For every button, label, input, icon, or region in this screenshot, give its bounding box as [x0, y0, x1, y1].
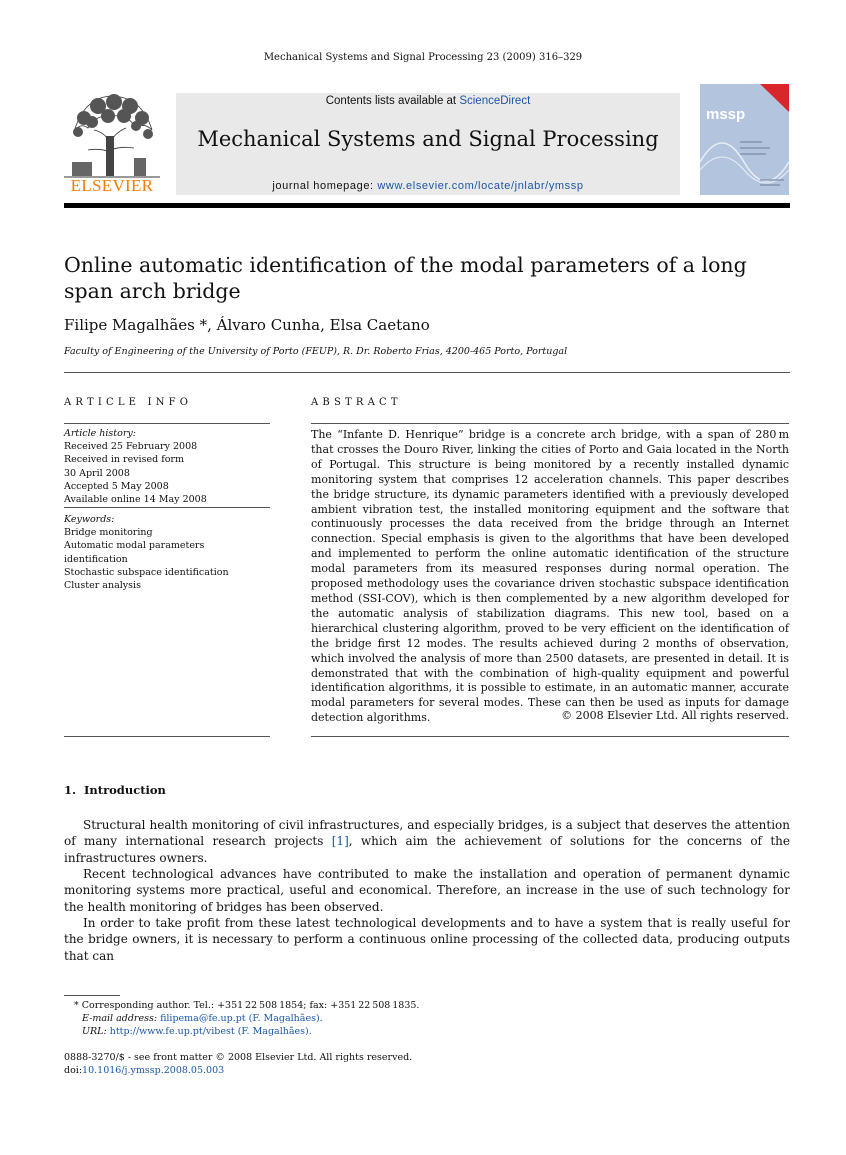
- history-line: Accepted 5 May 2008: [64, 480, 169, 492]
- url-label: URL:: [82, 1026, 107, 1037]
- abstract-copyright: © 2008 Elsevier Ltd. All rights reserved.: [561, 709, 789, 722]
- footnote-rule: [64, 995, 120, 996]
- citation-link[interactable]: [1]: [331, 834, 349, 849]
- section-number: 1.: [64, 783, 77, 797]
- url-footnote: [82, 1025, 312, 1038]
- keyword-item: Automatic modal parameters identification: [64, 540, 205, 565]
- email-label: E-mail address:: [82, 1013, 158, 1024]
- doi-prefix: doi:: [64, 1065, 83, 1076]
- homepage-link[interactable]: www.elsevier.com/locate/jnlabr/ymssp: [377, 180, 584, 192]
- keywords-label: Keywords:: [64, 514, 115, 525]
- issn-line: 0888-3270/$ - see front matter © 2008 Elsevier Ltd. All rights reserved.: [64, 1052, 413, 1063]
- history-line: Received in revised form: [64, 454, 184, 466]
- paragraph: Recent technological advances have contributed to make the installation and operation of permanent dynamic monitoring systems more practical, useful and economical. Therefore, an increase in the use of such technology for the health monitoring of bridges has been observed.: [64, 867, 790, 914]
- doi-line: [64, 1064, 224, 1077]
- history-line: Available online 14 May 2008: [64, 494, 207, 506]
- homepage-line: [176, 180, 680, 192]
- journal-title: Mechanical Systems and Signal Processing: [197, 127, 659, 151]
- article-history: [64, 427, 270, 506]
- abstract-bottom-rule: [311, 736, 789, 737]
- journal-cover[interactable]: [700, 84, 789, 195]
- cover-art-icon: [700, 84, 789, 195]
- section-title: Introduction: [84, 783, 166, 797]
- contents-line: [176, 95, 680, 107]
- elsevier-logo[interactable]: [64, 92, 160, 198]
- sciencedirect-link[interactable]: ScienceDirect: [459, 95, 531, 107]
- history-line: 30 April 2008: [64, 467, 130, 479]
- email-footnote: [82, 1012, 323, 1025]
- info-top-rule: [64, 423, 270, 424]
- paragraph: In order to take profit from these latest technological developments and to have a system that is really useful for the bridge owners, it is necessary to perform a continuous online processing of the collected data, producing outputs that can: [64, 916, 790, 963]
- keyword-item: Cluster analysis: [64, 580, 141, 592]
- homepage-prefix: journal homepage:: [272, 180, 374, 192]
- keyword-item: Stochastic subspace identification: [64, 566, 229, 578]
- contents-prefix: Contents lists available at: [325, 95, 457, 107]
- cover-word: mssp: [706, 106, 746, 123]
- paragraph-text: , which aim the achievement of solutions for the concerns of the infrastructures owners.: [64, 834, 790, 865]
- journal-banner: [176, 93, 680, 195]
- elsevier-tree-icon: [64, 92, 160, 178]
- email-link[interactable]: filipema@fe.up.pt (F. Magalhães).: [160, 1013, 323, 1024]
- abstract-top-rule: [311, 423, 789, 424]
- corresponding-footnote: * Corresponding author. Tel.: +351 22 508 1854; fax: +351 22 508 1835.: [74, 1000, 420, 1011]
- paragraph: [64, 817, 790, 866]
- keywords: [64, 513, 270, 592]
- header-rule: [64, 203, 790, 208]
- doi-link[interactable]: 10.1016/j.ymssp.2008.05.003: [82, 1065, 225, 1076]
- section-heading: [64, 783, 166, 797]
- title-rule: [64, 372, 790, 373]
- article-info-label: ARTICLE INFO: [64, 397, 193, 408]
- history-label: Article history:: [64, 428, 136, 439]
- article-title: Online automatic identification of the modal parameters of a long span arch bridge: [64, 253, 747, 303]
- history-rule: [64, 507, 270, 508]
- affiliation: Faculty of Engineering of the University of Porto (FEUP), R. Dr. Roberto Frias, 4200-465 Porto, Portugal: [64, 346, 568, 357]
- abstract-label: ABSTRACT: [311, 397, 402, 408]
- keyword-item: Bridge monitoring: [64, 527, 153, 539]
- paragraph-text: Structural health monitoring of civil infrastructures, and especially bridges, is a subject that deserves the attention of many international research projects: [64, 818, 790, 849]
- info-bottom-rule: [64, 736, 270, 737]
- authors: Filipe Magalhães *, Álvaro Cunha, Elsa Caetano: [64, 316, 430, 334]
- history-line: Received 25 February 2008: [64, 441, 198, 453]
- url-link[interactable]: http://www.fe.up.pt/vibest (F. Magalhães).: [109, 1026, 312, 1037]
- abstract-text: The “Infante D. Henrique” bridge is a concrete arch bridge, with a span of 280 m that crosses the Douro River, linking the cities of Porto and Gaia located in the North of Portugal. This structure is being monitored by a recently installed dynamic monitoring system that comprises 12 acceleration channels. This paper describes the bridge structure, its dynamic parameters identified with a previously developed ambient vibration test, the installed monitoring equipment and the software that continuously processes the data received from the bridge through an Internet connection. Special emphasis is given to the algorithms that have been developed and implemented to perform the online automatic identification of the structure modal parameters from its measured responses during normal operation. The proposed methodology uses the covariance driven stochastic subspace identification method (SSI-COV), which is then complemented by a new algorithm developed for the automatic analysis of stabilization diagrams. This new tool, based on a hierarchical clustering algorithm, proved to be very efficient on the identification of the bridge first 12 modes. The results achieved during 2 months of observation, which involved the analysis of more than 2500 datasets, are presented in detail. It is demonstrated that with the combination of high-quality equipment and powerful identification algorithms, it is possible to estimate, in an automatic manner, accurate modal parameters for several modes. These can then be used as inputs for damage detection algorithms.: [311, 428, 789, 725]
- elsevier-wordmark: ELSEVIER: [70, 176, 154, 195]
- running-head: Mechanical Systems and Signal Processing 23 (2009) 316–329: [263, 52, 583, 63]
